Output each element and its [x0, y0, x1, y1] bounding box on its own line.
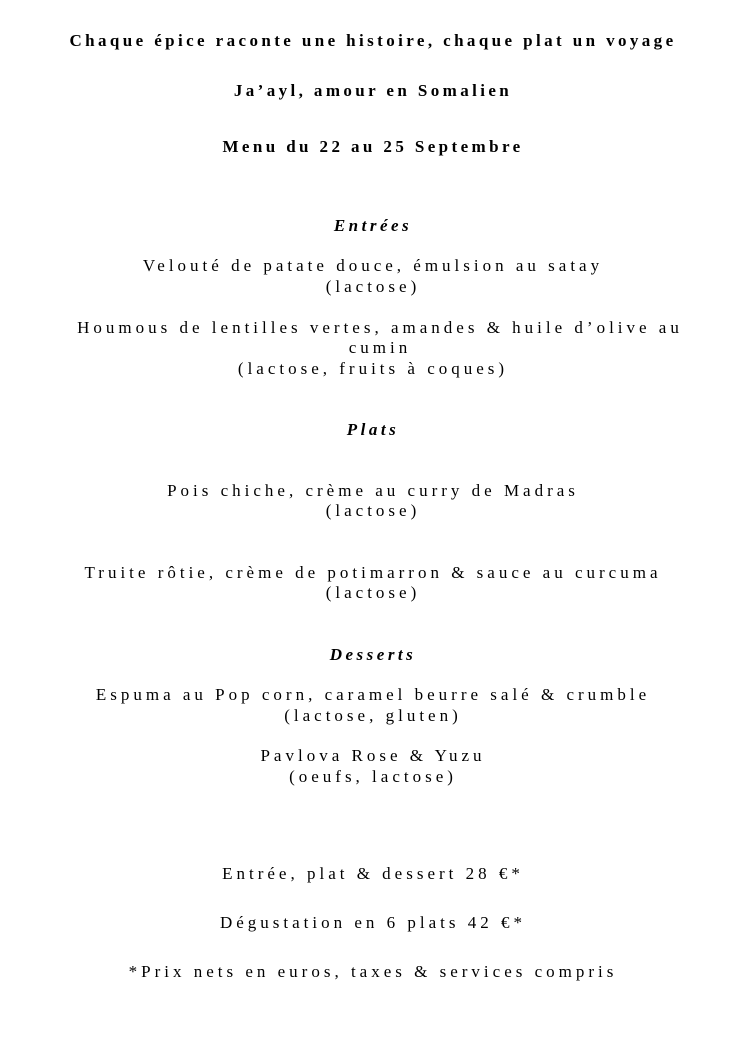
entree-item-2-allergens: (lactose, fruits à coques): [237, 359, 509, 378]
entree-item-2-name: Houmous de lentilles vertes, amandes & huile d’olive au cumin: [77, 318, 683, 357]
restaurant-subtitle: Ja’ayl, amour en Somalien: [233, 81, 513, 100]
plat-item-1-name: Pois chiche, crème au curry de Madras: [167, 481, 579, 500]
dessert-item-1-allergens: (lactose, gluten): [284, 706, 462, 725]
menu-dates: Menu du 22 au 25 Septembre: [222, 137, 524, 156]
price-tasting: Dégustation en 6 plats 42 €*: [219, 913, 527, 932]
price-formula: Entrée, plat & dessert 28 €*: [222, 864, 524, 883]
section-title-entrees: Entrées: [333, 216, 413, 235]
entree-item-1-allergens: (lactose): [325, 277, 421, 296]
dessert-item-2-name: Pavlova Rose & Yuzu: [260, 746, 486, 765]
section-title-plats: Plats: [346, 420, 400, 439]
entree-item-1-name: Velouté de patate douce, émulsion au satay: [142, 256, 604, 275]
plat-item-2-name: Truite rôtie, crème de potimarron & sauce au curcuma: [84, 563, 662, 582]
plat-item-1-allergens: (lactose): [325, 501, 421, 520]
dessert-item-2-allergens: (oeufs, lactose): [289, 767, 457, 786]
tagline: Chaque épice raconte une histoire, chaque plat un voyage: [69, 31, 677, 50]
price-note: *Prix nets en euros, taxes & services compris: [128, 962, 618, 981]
plat-item-2-allergens: (lactose): [325, 583, 421, 602]
section-title-desserts: Desserts: [329, 645, 417, 664]
dessert-item-1-name: Espuma au Pop corn, caramel beurre salé & crumble: [95, 685, 651, 704]
